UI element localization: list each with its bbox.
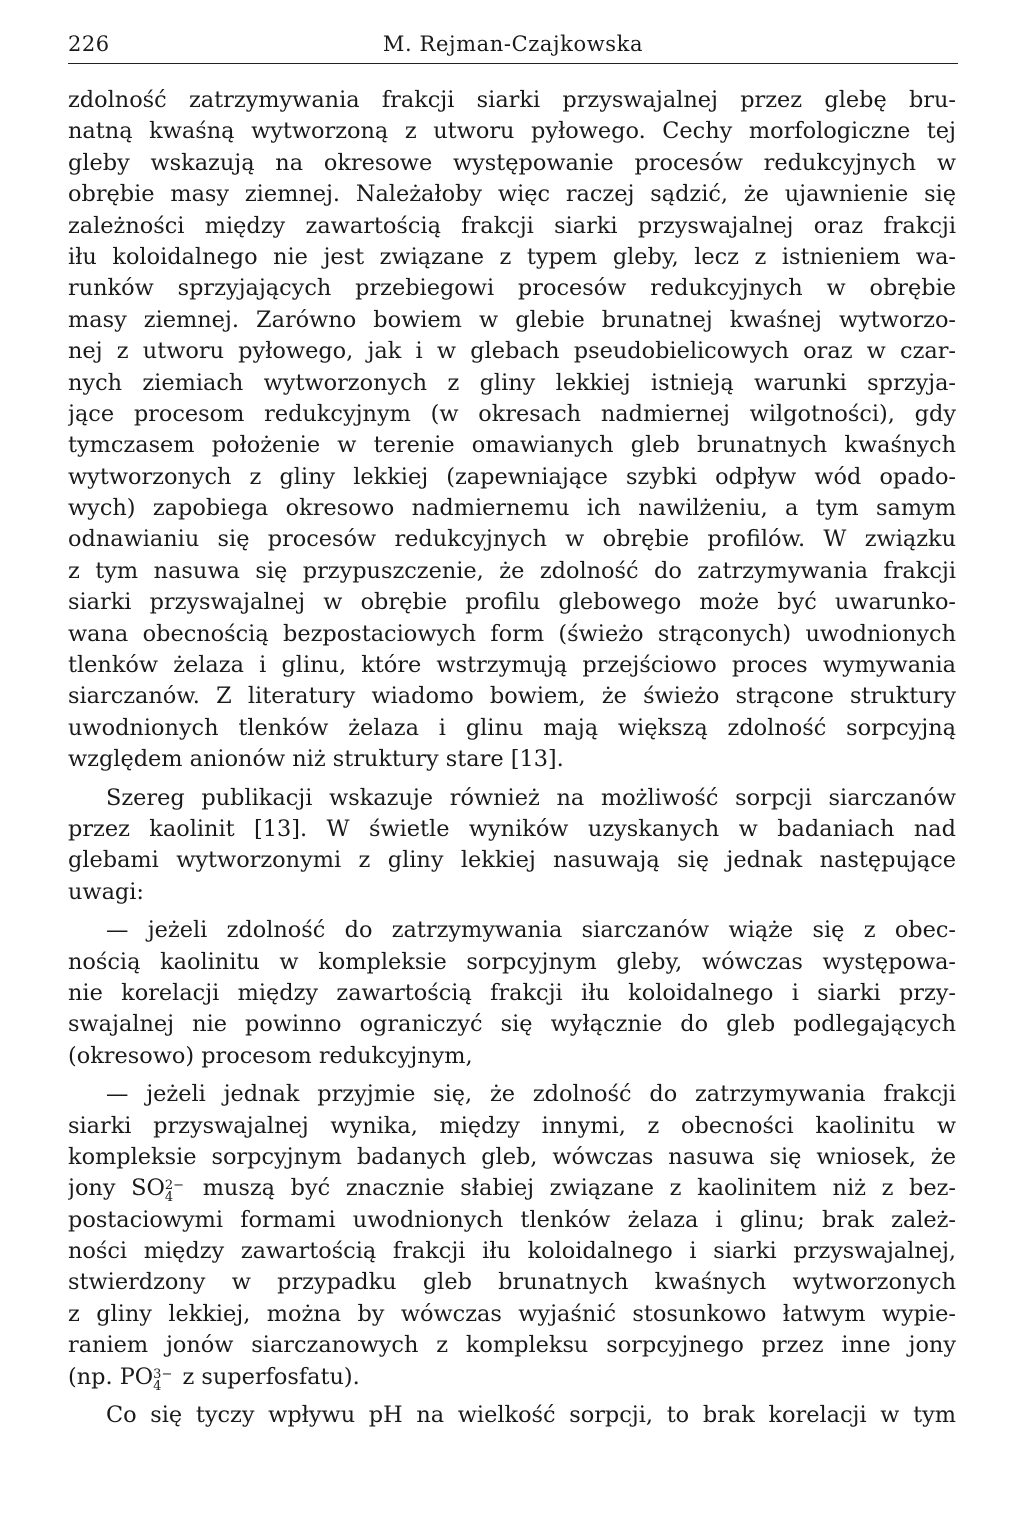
text-line: wana obecnością bezpostaciowych form (świeżo strąconych) uwodnionych [68,620,956,647]
phosphate-ion: PO 3− 4 [119,1363,173,1394]
text-line: przez kaolinit [13]. W świetle wyników uzyskanych w badaniach nad [68,815,956,842]
text-line: nością kaolinitu w kompleksie sorpcyjnym gleby, wówczas występowa- [68,948,956,975]
text-line: jące procesom redukcyjnym (w okresach nadmiernej wilgotności), gdy [68,400,956,427]
text-line: siarczanów. Z literatury wiadomo bowiem, że świeżo strącone struktury [68,683,956,710]
text-line: tlenków żelaza i glinu, które wstrzymują przejściowo proces wymywania [68,652,956,679]
text-line: ności między zawartością frakcji iłu koloidalnego i siarki przyswajalnej, [68,1238,956,1265]
list-item [68,1079,956,1393]
text-line: iłu koloidalnego nie jest związane z typem gleby, lecz z istnieniem wa- [68,243,956,270]
text-line: uwodnionych tlenków żelaza i glinu mają większą zdolność sorpcyjną [68,714,956,741]
text-line: masy ziemnej. Zarówno bowiem w glebie brunatnej kwaśnej wytworzo- [68,306,956,333]
body-text [68,85,956,1431]
page-number: 226 [68,32,110,56]
paragraph [68,85,956,776]
text-line: Szereg publikacji wskazuje również na możliwość sorpcji siarczanów [106,784,956,811]
text-line: runków sprzyjających przebiegowi procesów redukcyjnych w obrębie [68,275,956,302]
text-line: raniem jonów siarczanowych z kompleksu sorpcyjnego przez inne jony [68,1332,956,1359]
text-line: postaciowymi formami uwodnionych tlenków żelaza i glinu; brak zależ- [68,1206,956,1233]
text-line: wytworzonych z gliny lekkiej (zapewniające szybki odpływ wód opado- [68,463,956,490]
text-line: z gliny lekkiej, można by wówczas wyjaśnić stosunkowo łatwym wypie- [68,1300,956,1327]
text-line: siarki przyswajalnej wynika, między innymi, z obecności kaolinitu w [68,1112,956,1139]
text-line: glebami wytworzonymi z gliny lekkiej nasuwają się jednak następujące [68,847,956,874]
paragraph [68,783,956,909]
text-line: z tym nasuwa się przypuszczenie, że zdolność do zatrzymywania frakcji [68,557,956,584]
text-line: zależności między zawartością frakcji siarki przyswajalnej oraz frakcji [68,212,956,239]
text-line: uwagi: [68,878,144,905]
text-line: zdolność zatrzymywania frakcji siarki przyswajalnej przez glebę bru- [68,87,956,113]
text-line: odnawianiu się procesów redukcyjnych w obrębie profilów. W związku [68,526,956,553]
text-line: — jeżeli zdolność do zatrzymywania siarczanów wiąże się z obec- [106,917,956,944]
text-line-so4: jony SO 2− 4 muszą być znacznie słabiej związane z kaolinitem niż z bez- [68,1175,956,1205]
sulfate-ion: SO 2− 4 [131,1175,185,1205]
text-line: nej z utworu pyłowego, jak i w glebach pseudobielicowych oraz w czar- [68,338,956,365]
text-line: obrębie masy ziemnej. Należałoby więc raczej sądzić, że ujawnienie się [68,181,956,208]
header-rule [68,63,958,64]
text-line: tymczasem położenie w terenie omawianych gleb brunatnych kwaśnych [68,432,956,459]
text-line: nie korelacji między zawartością frakcji iłu koloidalnego i siarki przy- [68,979,956,1006]
text-line: kompleksie sorpcyjnym badanych gleb, wówczas nasuwa się wniosek, że [68,1143,956,1170]
text-line: gleby wskazują na okresowe występowanie procesów redukcyjnych w [68,149,956,176]
text-line: stwierdzony w przypadku gleb brunatnych kwaśnych wytworzonych [68,1269,956,1296]
text-line: Co się tyczy wpływu pH na wielkość sorpcji, to brak korelacji w tym [106,1402,956,1429]
text-line: — jeżeli jednak przyjmie się, że zdolność do zatrzymywania frakcji [106,1081,956,1108]
text-line: nych ziemiach wytworzonych z gliny lekkiej istnieją warunki sprzyja- [68,369,956,396]
running-head: M. Rejman-Czajkowska [382,32,644,56]
text-line: względem anionów niż struktury stare [13]. [68,746,564,773]
text-line-po4: (np. PO 3− 4 z superfosfatu). [68,1363,360,1394]
paragraph [68,1400,956,1431]
page-header [68,32,958,62]
text-line: natną kwaśną wytworzoną z utworu pyłowego. Cechy morfologiczne tej [68,118,956,145]
list-item [68,915,956,1072]
text-line: siarki przyswajalnej w obrębie profilu glebowego może być uwarunko- [68,589,956,616]
text-line: swajalnej nie powinno ograniczyć się wyłącznie do gleb podlegających [68,1011,956,1038]
text-line: wych) zapobiega okresowo nadmiernemu ich nawilżeniu, a tym samym [68,495,956,522]
text-line: (okresowo) procesom redukcyjnym, [68,1042,473,1069]
